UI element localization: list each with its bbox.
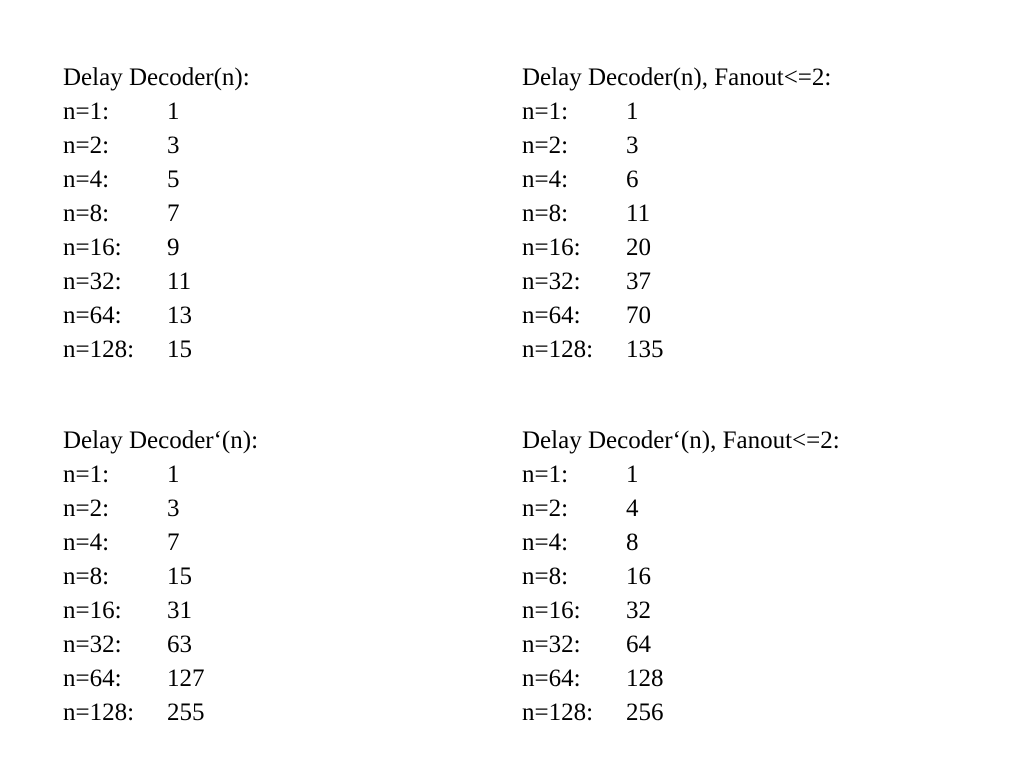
row-value: 1	[626, 98, 639, 125]
row-value: 15	[167, 336, 192, 363]
block-title: Delay Decoder(n), Fanout<=2:	[522, 64, 832, 91]
table-row	[63, 492, 503, 526]
row-value: 256	[626, 699, 664, 726]
table-row	[522, 95, 962, 129]
table-row	[63, 662, 503, 696]
delay-decoder-block	[63, 61, 503, 367]
table-row	[63, 526, 503, 560]
row-value: 4	[626, 495, 639, 522]
row-value: 1	[167, 98, 180, 125]
row-value: 135	[626, 336, 664, 363]
block-title: Delay Decoder‘(n), Fanout<=2:	[522, 427, 840, 454]
row-value: 6	[626, 166, 639, 193]
block-title: Delay Decoder‘(n):	[63, 427, 259, 454]
row-label: n=4:	[63, 166, 110, 193]
row-value: 8	[626, 529, 639, 556]
row-label: n=4:	[522, 529, 569, 556]
row-value: 64	[626, 631, 651, 658]
row-value: 3	[167, 132, 180, 159]
row-label: n=1:	[522, 98, 569, 125]
table-row	[63, 95, 503, 129]
row-value: 15	[167, 563, 192, 590]
table-row	[63, 594, 503, 628]
row-label: n=64:	[522, 665, 581, 692]
table-row	[522, 163, 962, 197]
row-label: n=8:	[63, 200, 110, 227]
row-value: 70	[626, 302, 651, 329]
table-row	[522, 526, 962, 560]
table-row	[522, 333, 962, 367]
table-row	[63, 197, 503, 231]
row-label: n=64:	[63, 302, 122, 329]
row-value: 7	[167, 529, 180, 556]
table-row	[522, 492, 962, 526]
row-value: 63	[167, 631, 192, 658]
row-label: n=32:	[522, 631, 581, 658]
table-row	[522, 662, 962, 696]
row-label: n=4:	[522, 166, 569, 193]
row-label: n=1:	[522, 461, 569, 488]
row-label: n=8:	[63, 563, 110, 590]
table-row	[522, 594, 962, 628]
table-row	[63, 560, 503, 594]
row-label: n=16:	[63, 597, 122, 624]
delay-decoder-prime-block	[63, 424, 503, 730]
row-value: 31	[167, 597, 192, 624]
row-value: 13	[167, 302, 192, 329]
row-value: 9	[167, 234, 180, 261]
row-label: n=2:	[63, 132, 110, 159]
row-label: n=16:	[522, 597, 581, 624]
table-row	[63, 231, 503, 265]
row-value: 255	[167, 699, 205, 726]
table-row	[522, 696, 962, 730]
table-row	[522, 129, 962, 163]
row-value: 20	[626, 234, 651, 261]
delay-decoder-fanout-block	[522, 61, 962, 367]
row-label: n=32:	[522, 268, 581, 295]
table-row	[522, 458, 962, 492]
table-row	[63, 299, 503, 333]
row-label: n=2:	[522, 132, 569, 159]
row-label: n=1:	[63, 98, 110, 125]
row-label: n=16:	[63, 234, 122, 261]
table-row	[63, 458, 503, 492]
row-value: 1	[167, 461, 180, 488]
table-row	[522, 299, 962, 333]
row-value: 3	[626, 132, 639, 159]
row-value: 127	[167, 665, 205, 692]
row-label: n=32:	[63, 631, 122, 658]
row-label: n=32:	[63, 268, 122, 295]
row-label: n=4:	[63, 529, 110, 556]
table-row	[63, 129, 503, 163]
table-row	[63, 628, 503, 662]
table-row	[522, 197, 962, 231]
row-label: n=16:	[522, 234, 581, 261]
row-value: 5	[167, 166, 180, 193]
row-value: 7	[167, 200, 180, 227]
row-value: 3	[167, 495, 180, 522]
row-label: n=2:	[63, 495, 110, 522]
row-label: n=1:	[63, 461, 110, 488]
row-label: n=64:	[522, 302, 581, 329]
row-label: n=128:	[522, 699, 594, 726]
row-label: n=64:	[63, 665, 122, 692]
row-value: 16	[626, 563, 651, 590]
row-value: 128	[626, 665, 664, 692]
table-row	[63, 333, 503, 367]
table-row	[63, 696, 503, 730]
row-value: 37	[626, 268, 651, 295]
table-row	[63, 163, 503, 197]
delay-decoder-prime-fanout-block	[522, 424, 962, 730]
table-row	[522, 560, 962, 594]
row-label: n=128:	[522, 336, 594, 363]
row-label: n=8:	[522, 200, 569, 227]
row-value: 32	[626, 597, 651, 624]
block-title: Delay Decoder(n):	[63, 64, 250, 91]
table-row	[522, 265, 962, 299]
row-label: n=128:	[63, 336, 135, 363]
row-label: n=2:	[522, 495, 569, 522]
row-value: 1	[626, 461, 639, 488]
table-row	[522, 628, 962, 662]
row-value: 11	[626, 200, 651, 227]
row-label: n=8:	[522, 563, 569, 590]
table-row	[63, 265, 503, 299]
row-label: n=128:	[63, 699, 135, 726]
row-value: 11	[167, 268, 192, 295]
table-row	[522, 231, 962, 265]
